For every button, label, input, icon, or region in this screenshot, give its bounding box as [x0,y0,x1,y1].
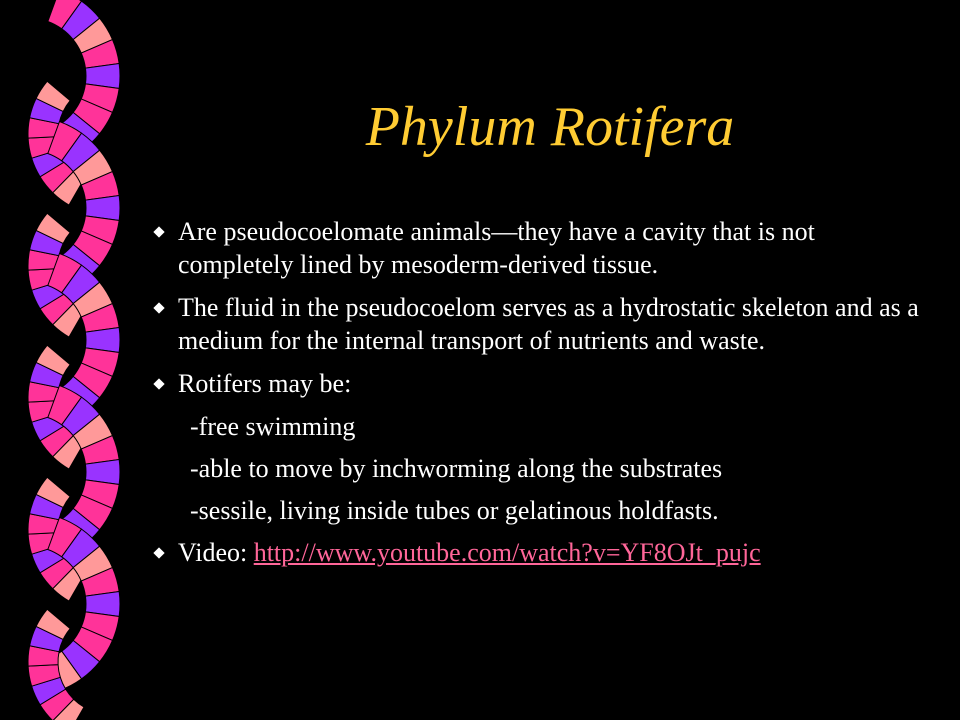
bullet-text: Are pseudocoelomate animals—they have a cavity that is not completely lined by mesoderm-derived tissue. [178,217,815,279]
bullet-list [140,215,930,579]
bullet-text: Rotifers may be: [178,369,352,398]
bullet-item-video [140,536,930,569]
video-label: Video: [178,538,254,567]
bullet-item [140,215,930,281]
bullet-text: The fluid in the pseudocoelom serves as a hydrostatic skeleton and as a medium for the internal transport of nutrients and waste. [178,293,919,355]
decorative-fan-border [0,0,140,720]
diamond-bullet-icon [140,215,178,248]
slide-title: Phylum Rotifera [365,96,735,158]
diamond-bullet-icon [140,536,178,569]
sub-item: -sessile, living inside tubes or gelatinous holdfasts. [190,496,719,525]
sub-item: -free swimming [190,412,356,441]
diamond-bullet-icon [140,291,178,324]
diamond-bullet-icon [140,367,178,400]
sub-item: -able to move by inchworming along the substrates [190,454,723,483]
bullet-item [140,291,930,357]
bullet-item [140,367,930,400]
video-link[interactable]: http://www.youtube.com/watch?v=YF8OJt_pujc [253,538,761,567]
